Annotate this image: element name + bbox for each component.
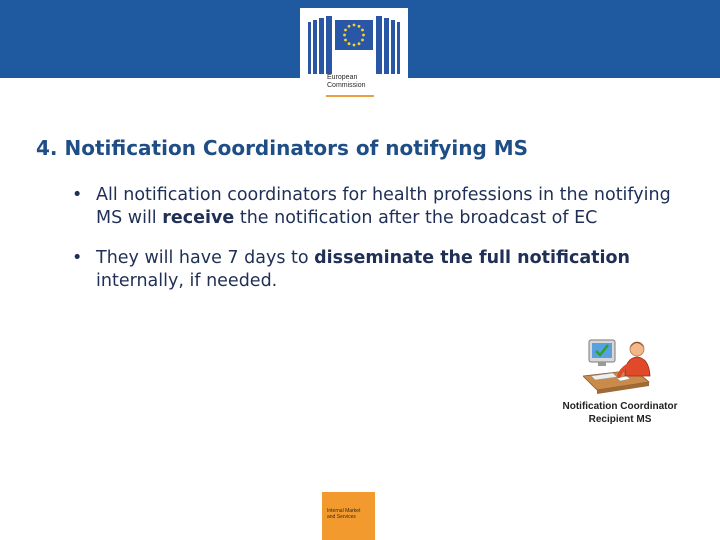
caption-line-recipient: Recipient MS <box>588 414 652 425</box>
logo-underline <box>326 95 374 97</box>
footer-line-internal-market: Internal Market <box>327 508 361 514</box>
footer-line-services: and Services <box>327 514 356 520</box>
bullet-marker: • <box>72 248 83 268</box>
bullet-text: All notification coordinators for health professions in the notifying MS will <box>96 185 671 228</box>
logo-line-commission: Commission <box>327 82 366 89</box>
bullet-marker: • <box>72 185 83 205</box>
bullet-emphasis: receive <box>162 208 235 228</box>
bullet-text: They will have 7 days to <box>96 248 315 268</box>
footer-tag-text <box>327 508 360 520</box>
bullet-item-disseminate <box>72 247 692 293</box>
commission-building-icon <box>308 14 400 74</box>
figure-caption <box>555 400 685 426</box>
bullet-item-receive <box>72 184 692 230</box>
bullet-text: internally, if needed. <box>96 271 278 291</box>
bullet-text: the notification after the broadcast of EC <box>234 208 598 228</box>
footer-dg-tag <box>322 492 375 540</box>
european-commission-logo <box>300 8 408 102</box>
bullet-emphasis: disseminate the full notification <box>314 248 630 268</box>
bullet-list <box>72 184 692 310</box>
person-at-computer-icon <box>583 336 658 398</box>
logo-wordmark <box>327 74 366 90</box>
caption-line-role: Notification Coordinator <box>562 401 678 412</box>
slide-title: 4. Notification Coordinators of notifying MS <box>36 136 529 160</box>
logo-line-european: European <box>327 74 358 81</box>
